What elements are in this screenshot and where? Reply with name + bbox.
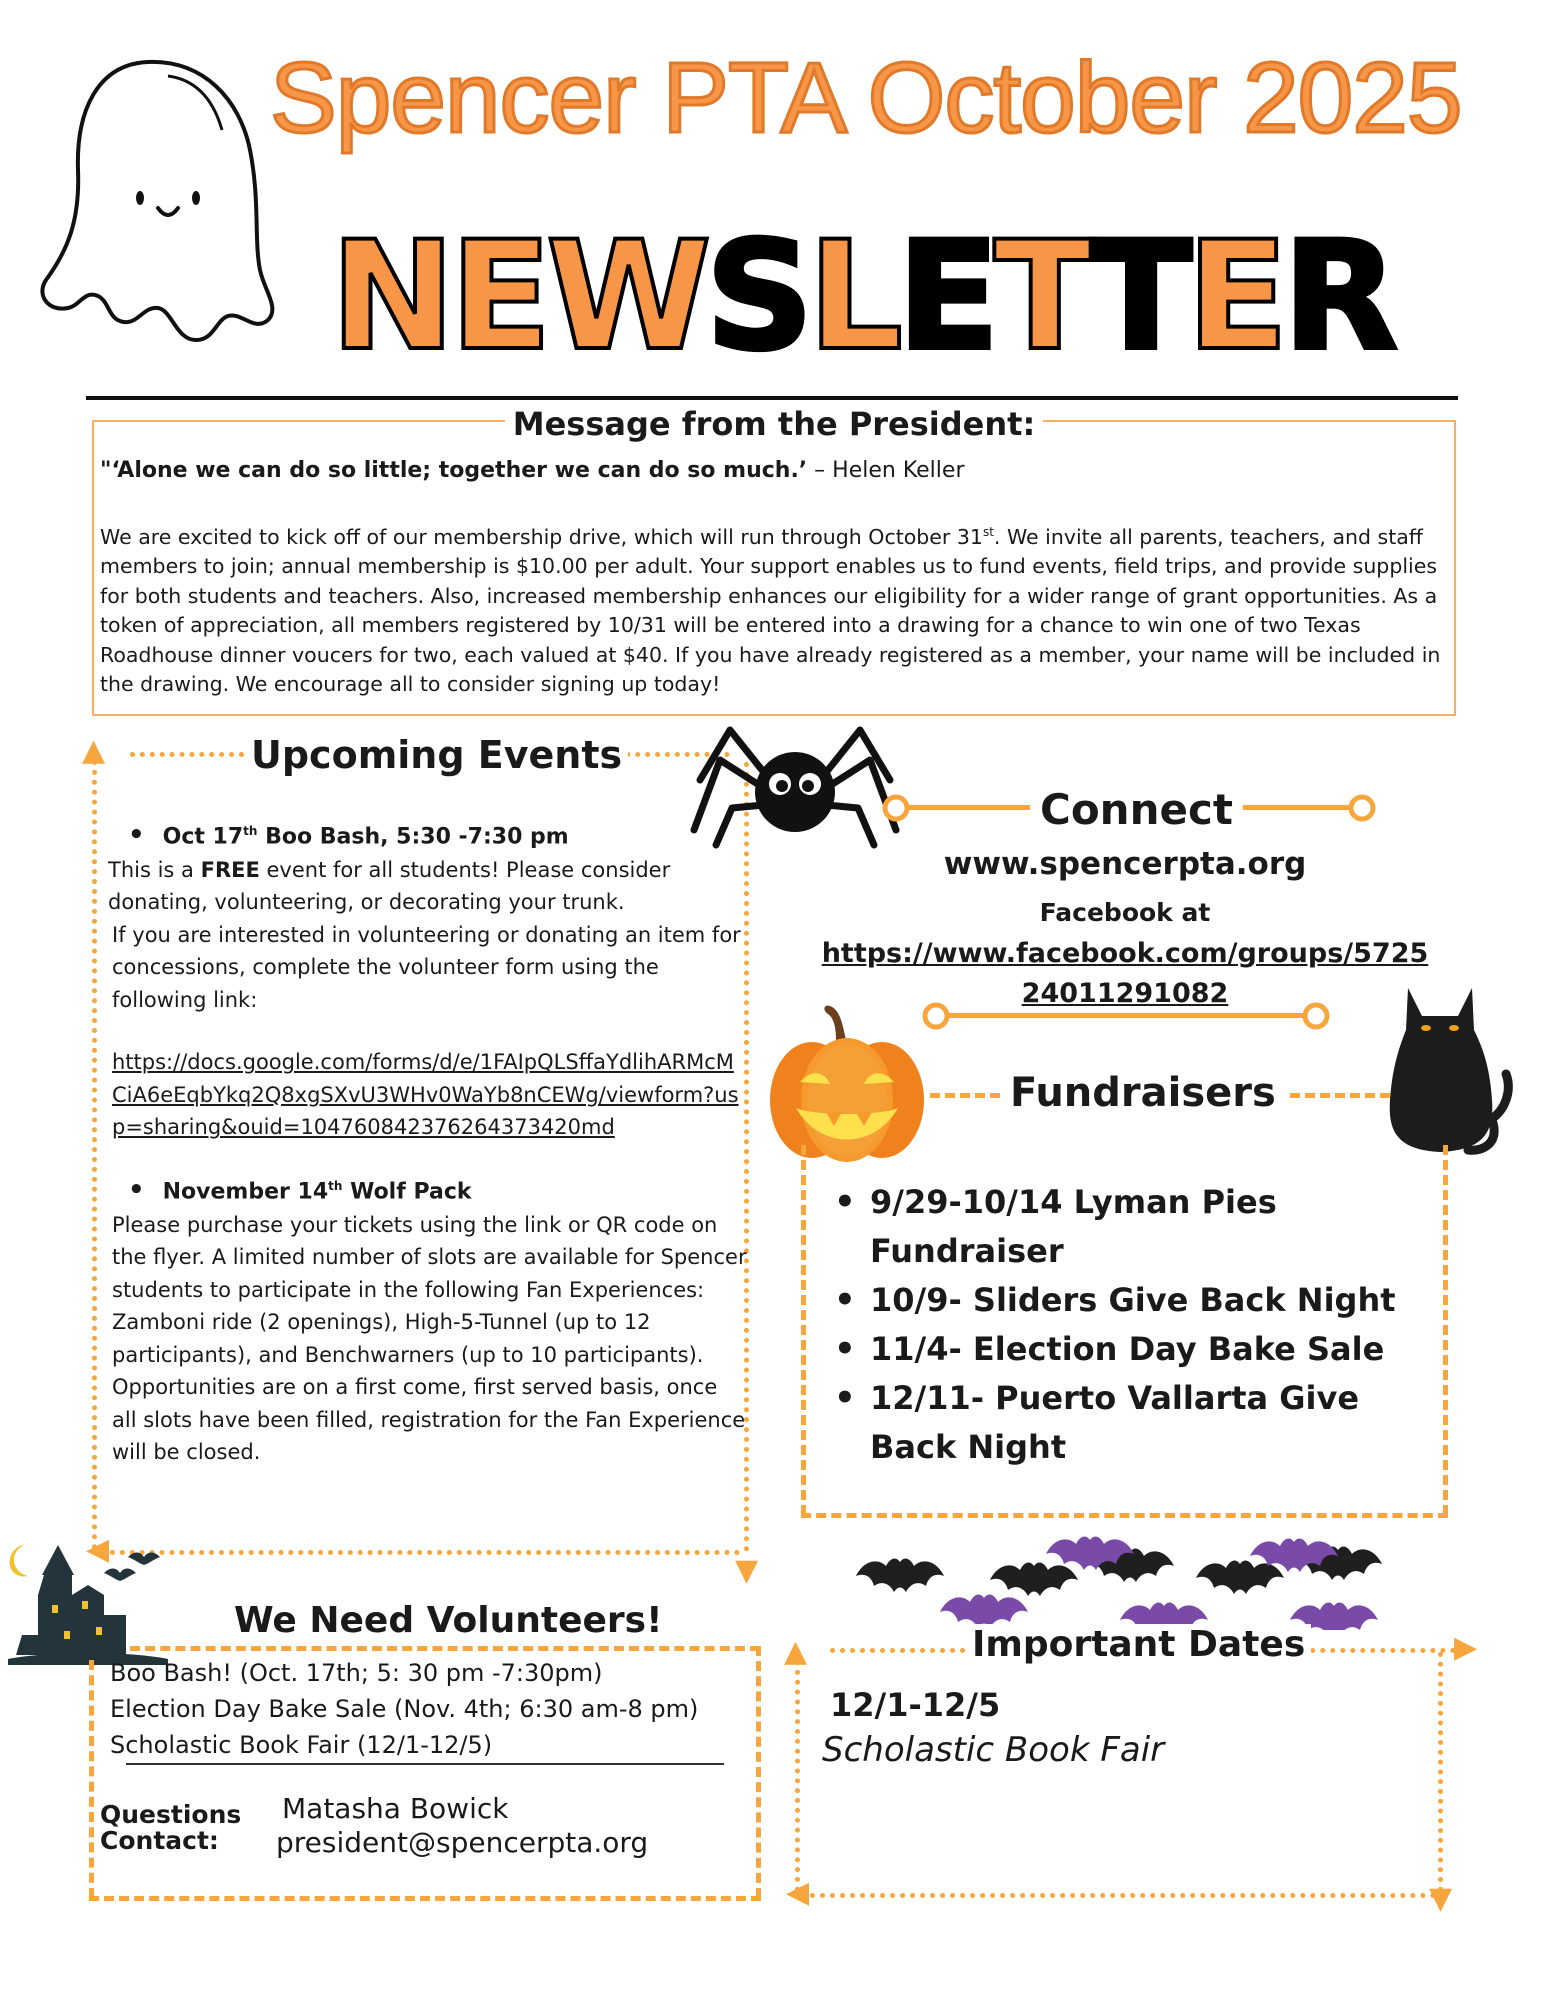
list-item: Scholastic Book Fair (12/1-12/5) (110, 1731, 493, 1759)
connect-ring-icon (1346, 792, 1378, 824)
wordmark-letter: L (807, 210, 898, 384)
wordmark-letter: E (897, 210, 994, 384)
event-boo-bash-desc: This is a FREE event for all students! Please consider donating, volunteering, or decorating your trunk. (108, 857, 671, 915)
list-item: • 9/29-10/14 Lyman Pies Fundraiser (828, 1178, 1448, 1276)
wordmark-letter: E (1186, 210, 1283, 384)
list-item: • 11/4- Election Day Bake Sale (828, 1325, 1448, 1374)
connect-line-bottom (934, 1013, 1318, 1018)
important-date: 12/1-12/5 (830, 1686, 1001, 1724)
connect-title: Connect (1030, 785, 1243, 834)
wordmark-letter: N (330, 210, 450, 384)
events-title: Upcoming Events (245, 733, 628, 777)
spider-icon (690, 720, 900, 850)
event-wolf-pack-desc: Please purchase your tickets using the link or QR code on the flyer. A limited number of slots are available for Spencer students to participate in the following Fan Experiences: Zamboni ride (2 openings), High-5-Tunnel (up to 12 participants), and Benchwarners (up to 10 participants). Opportunities are on a first come, first served basis, once all slots have been filled, registration for the Fan Experience will be closed. (112, 1212, 747, 1465)
fund-border-left (801, 1145, 806, 1515)
list-item: Election Day Bake Sale (Nov. 4th; 6:30 am-8 pm) (110, 1695, 699, 1723)
wordmark-letter: T (1089, 210, 1187, 384)
events-border-bottom (100, 1550, 740, 1555)
contact-name: Matasha Bowick (282, 1792, 509, 1825)
arrow-up-icon: ▲ (82, 733, 106, 768)
vol-border-left (89, 1660, 94, 1898)
facebook-label: Facebook at (1039, 898, 1211, 927)
dates-border-right (1438, 1652, 1443, 1892)
event-boo-bash-volunteer: If you are interested in volunteering or donating an item for concessions, complete the volunteer form using the following link: (112, 922, 741, 1012)
arrow-down-icon: ▼ (1429, 1881, 1453, 1916)
wordmark-letter: T (993, 210, 1090, 384)
events-border-left (92, 750, 97, 1550)
quote-text: "‘Alone we can do so little; together we can do so much.’ (100, 458, 808, 483)
wordmark-letter: R (1282, 210, 1393, 384)
arrow-right-icon: ▶ (1454, 1630, 1478, 1665)
volunteers-title: We Need Volunteers! (228, 1600, 669, 1641)
pumpkin-icon (760, 1000, 935, 1165)
event-wolf-pack: • November 14th Wolf Pack (108, 1170, 748, 1209)
president-heading: Message from the President: (92, 405, 1456, 443)
contact-email[interactable]: president@spencerpta.org (276, 1826, 649, 1859)
connect-ring-icon (1300, 1000, 1332, 1032)
cat-icon (1388, 970, 1518, 1155)
newsletter-wordmark (330, 210, 1470, 384)
list-item: • 10/9- Sliders Give Back Night (828, 1276, 1448, 1325)
list-item: • 12/11- Puerto Vallarta Give Back Night (828, 1374, 1448, 1472)
fundraisers-title: Fundraisers (1000, 1070, 1286, 1116)
arrow-left-icon: ◀ (86, 1532, 110, 1567)
header-divider (86, 396, 1458, 400)
volunteers-list (110, 1655, 698, 1763)
events-body (108, 815, 748, 1469)
questions-label (100, 1802, 241, 1854)
facebook-link[interactable]: https://www.facebook.com/groups/572524011291082 (821, 938, 1429, 1009)
arrow-down-icon: ▼ (735, 1553, 759, 1588)
quote-author: – Helen Keller (807, 458, 965, 483)
list-item: Boo Bash! (Oct. 17th; 5: 30 pm -7:30pm) (110, 1659, 603, 1687)
ghost-icon (28, 50, 298, 350)
volunteers-divider (126, 1763, 724, 1765)
president-body: We are excited to kick off of our membership drive, which will run through October 31st. We invite all parents, teachers, and staff members to join; annual membership is $10.00 per adult. Your support enables us to fund events, field trips, and provide supplies for both students and teachers. Also, increased membership enhances our eligibility for a wider range of grant opportunities. As a token of appreciation, all members registered by 10/31 will be entered into a drawing for a chance to win one of two Texas Roadhouse dinner voucers for two, each valued at $40. If you have already registered as a member, your name will be included in the drawing. We encourage all to consider signing up today! (100, 524, 1441, 697)
bats-icon (850, 1530, 1410, 1630)
website-link[interactable]: www.spencerpta.org (943, 846, 1307, 882)
connect-ring-icon (880, 792, 912, 824)
contact-label-line: Contact: (100, 1826, 219, 1855)
arrow-up-icon: ▲ (784, 1634, 808, 1669)
wordmark-letter: W (546, 210, 706, 384)
fundraisers-list (828, 1178, 1448, 1472)
vol-border-bottom (89, 1896, 761, 1901)
vol-border-top (130, 1646, 760, 1651)
questions-label-line: Questions (100, 1800, 242, 1829)
volunteer-form-link[interactable]: https://docs.google.com/forms/d/e/1FAIpQLSffaYdlihARMcMCiA6eEqbYkq2Q8xgSXvU3WHv0WaYb8nCEWg/viewform?usp=sharing&ouid=104760842376264373420md (112, 1050, 739, 1140)
dates-border-bottom (800, 1893, 1436, 1898)
event-boo-bash: • Oct 17th Boo Bash, 5:30 -7:30 pm (108, 815, 748, 854)
arrow-left-icon: ◀ (786, 1875, 810, 1910)
important-event: Scholastic Book Fair (822, 1730, 1165, 1770)
vol-border-right (756, 1646, 761, 1898)
important-dates-title: Important Dates (966, 1624, 1311, 1665)
dates-border-left (795, 1660, 800, 1892)
president-quote (100, 458, 965, 483)
newsletter-title: Spencer PTA October 2025 (270, 42, 1462, 154)
wordmark-letter: E (449, 210, 547, 384)
wordmark-letter: S (705, 210, 808, 384)
fund-border-bottom (801, 1513, 1448, 1518)
